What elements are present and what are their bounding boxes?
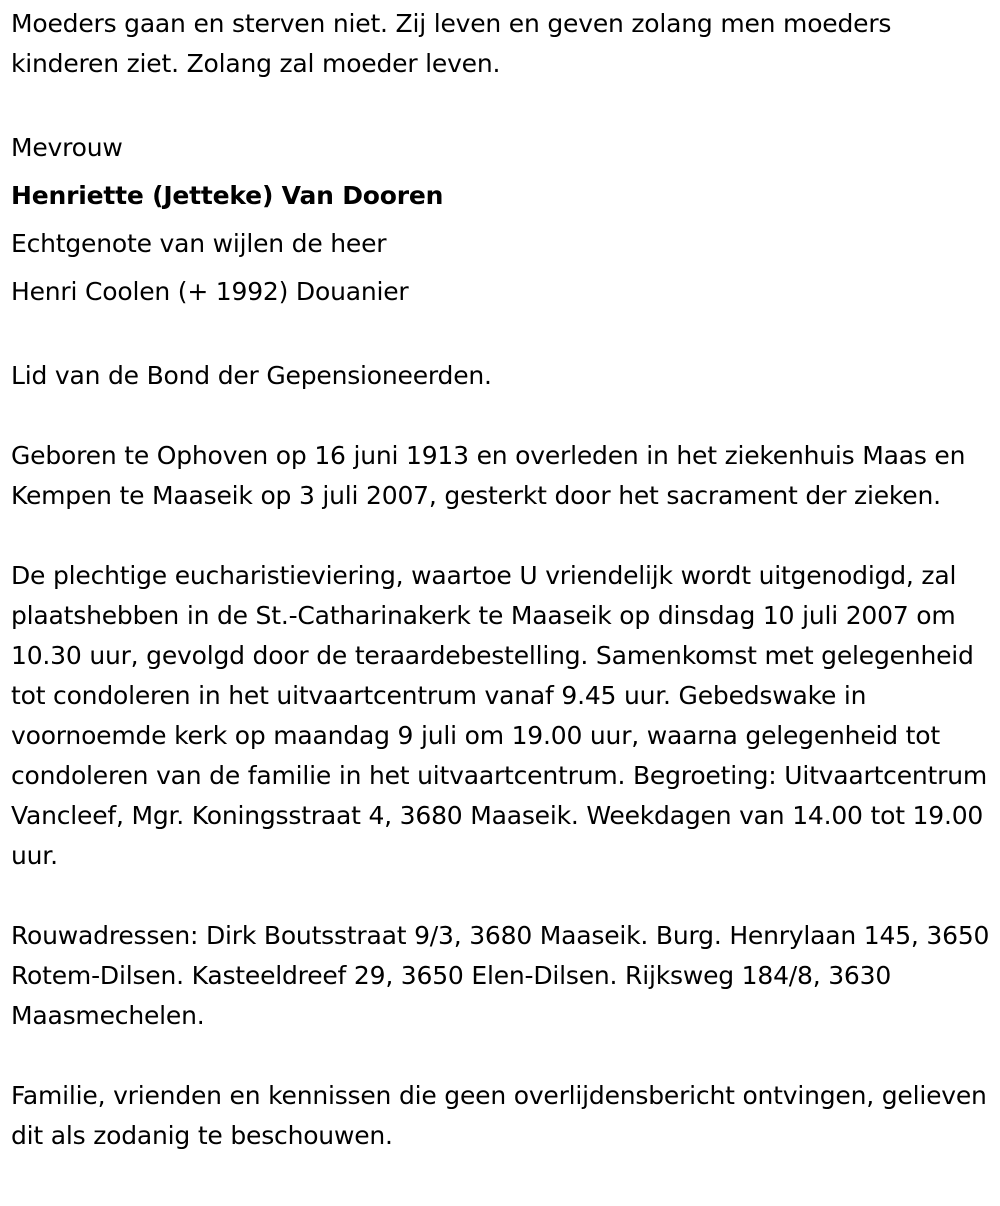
spacer [11,1036,996,1076]
birth-death-text: Geboren te Ophoven op 16 juni 1913 en overleden in het ziekenhuis Maas en Kempen te Maaseik op 3 juli 2007, gesterkt door het sacrament der zieken. [11,441,966,510]
obituary-document [11,0,996,1156]
spacer [11,316,996,356]
spacer [11,396,996,436]
closing-text: Familie, vrienden en kennissen die geen overlijdensbericht ontvingen, gelieven dit als zodanig te beschouwen. [11,1081,987,1150]
spacer [11,516,996,556]
spouse-line-2: Henri Coolen (+ 1992) Douanier [11,277,409,306]
spacer [11,84,996,124]
spacer [11,876,996,916]
ceremony-text: De plechtige eucharistieviering, waartoe U vriendelijk wordt uitgenodigd, zal plaatshebben in de St.-Catharinakerk te Maaseik op dinsdag 10 juli 2007 om 10.30 uur, gevolgd door de teraardebestelling. Samenkomst met gelegenheid tot condoleren in het uitvaartcentrum vanaf 9.45 uur. Gebedswake in voornoemde kerk op maandag 9 juli om 19.00 uur, waarna gelegenheid tot condoleren van de familie in het uitvaartcentrum. Begroeting: Uitvaartcentrum Vancleef, Mgr. Koningsstraat 4, 3680 Maaseik. Weekdagen van 14.00 tot 19.00 uur. [11,561,988,870]
poem-text: Moeders gaan en sterven niet. Zij leven en geven zolang men moeders kinderen ziet. Zolang zal moeder leven. [11,9,892,78]
membership-text: Lid van de Bond der Gepensioneerden. [11,361,492,390]
spouse-line-1: Echtgenote van wijlen de heer [11,229,387,258]
honorific: Mevrouw [11,133,123,162]
deceased-block [11,124,996,316]
deceased-name: Henriette (Jetteke) Van Dooren [11,181,444,210]
addresses-text: Rouwadressen: Dirk Boutsstraat 9/3, 3680 Maaseik. Burg. Henrylaan 145, 3650 Rotem-Dilsen. Kasteeldreef 29, 3650 Elen-Dilsen. Rijksweg 184/8, 3630 Maasmechelen. [11,921,990,1030]
